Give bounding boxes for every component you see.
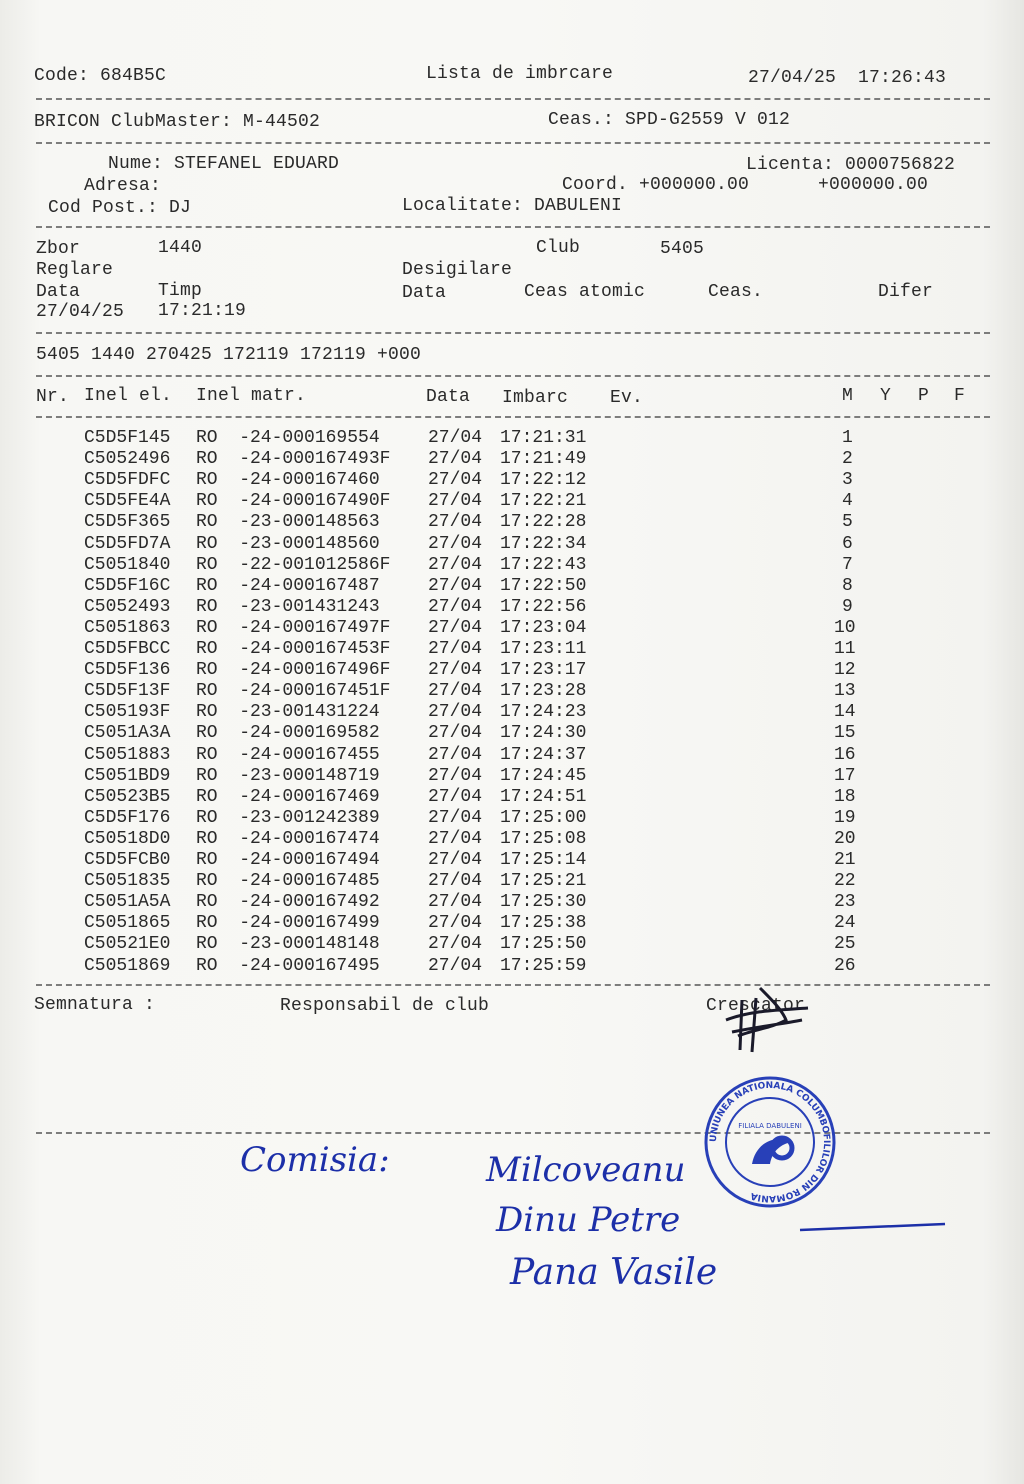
row-date: 27/04: [428, 639, 483, 659]
row-inel-el: C5051865: [84, 913, 171, 934]
row-m: 3: [842, 470, 853, 491]
row-time: 17:25:14: [500, 850, 587, 870]
row-inel-matr: RO -24-000169582: [196, 723, 391, 744]
row-m: 21: [834, 850, 856, 870]
row-inel-el: C5D5F13F: [84, 681, 171, 702]
row-time: 17:25:50: [500, 934, 587, 955]
row-inel-matr: RO -24-000167499: [196, 913, 391, 934]
row-inel-matr: RO -24-000167496F: [196, 660, 391, 681]
row-inel-el: C5D5FBCC: [84, 639, 171, 659]
locality: Localitate: DABULENI: [402, 196, 623, 216]
breeder-signature: [712, 980, 822, 1060]
row-m: 7: [842, 554, 853, 575]
print-datetime: 27/04/25 17:26:43: [748, 68, 947, 88]
row-inel-matr: RO -23-001431224: [196, 702, 391, 723]
row-date: 27/04: [428, 617, 483, 638]
signature-label: Semnatura :: [34, 995, 156, 1015]
row-date: 27/04: [428, 828, 483, 849]
row-time: 17:24:37: [500, 744, 587, 765]
row-time: 17:25:00: [500, 807, 587, 828]
license-number: Licenta: 0000756822: [746, 155, 956, 175]
row-inel-el: C5D5F176: [84, 807, 171, 828]
union-stamp: [700, 1072, 840, 1212]
row-date: 27/04: [428, 596, 483, 617]
data2-label: Data: [402, 283, 447, 303]
row-time: 17:21:49: [500, 449, 587, 470]
row-inel-matr: RO -24-000167474: [196, 828, 391, 849]
row-m: 10: [834, 617, 856, 638]
row-date: 27/04: [428, 871, 483, 892]
row-inel-el: C5D5F136: [84, 660, 171, 681]
row-date: 27/04: [428, 765, 483, 786]
col-m: M: [842, 386, 854, 406]
row-time: 17:22:50: [500, 575, 587, 596]
row-m: 13: [834, 681, 856, 702]
club-label: Club: [536, 238, 581, 258]
row-inel-el: C505193F: [84, 702, 171, 723]
handwritten-member-1: Milcoveanu: [486, 1150, 686, 1190]
row-date: 27/04: [428, 807, 483, 828]
separator: [36, 375, 990, 377]
row-inel-el: C5D5F16C: [84, 575, 171, 596]
reglare-date: 27/04/25: [36, 302, 125, 322]
timp-label: Timp: [158, 281, 203, 301]
row-date: 27/04: [428, 744, 483, 765]
difer-label: Difer: [878, 282, 934, 302]
clock-id: Ceas.: SPD-G2559 V 012: [548, 110, 791, 130]
row-time: 17:23:17: [500, 660, 587, 681]
address-label: Adresa:: [84, 176, 162, 196]
separator: [36, 226, 990, 228]
row-time: 17:23:28: [500, 681, 587, 702]
row-inel-matr: RO -24-000167492: [196, 892, 391, 913]
row-time: 17:22:28: [500, 512, 587, 533]
row-time: 17:22:43: [500, 554, 587, 575]
row-inel-matr: RO -24-000167490F: [196, 491, 391, 512]
row-date: 27/04: [428, 850, 483, 870]
row-m: 4: [842, 491, 853, 512]
col-ev: Ev.: [610, 388, 644, 408]
col-f: F: [954, 386, 966, 406]
zbor-value: 1440: [158, 238, 203, 258]
row-inel-matr: RO -23-000148563: [196, 512, 391, 533]
row-m: 17: [834, 765, 856, 786]
handwritten-member-3: Pana Vasile: [510, 1252, 718, 1293]
row-time: 17:24:30: [500, 723, 587, 744]
club-value: 5405: [660, 239, 705, 259]
row-inel-el: C50518D0: [84, 828, 171, 849]
coordinates-2: +000000.00: [818, 175, 929, 195]
col-imbarc: Imbarc: [502, 388, 569, 408]
signature-stroke: [790, 1210, 950, 1250]
row-inel-matr: RO -23-000148148: [196, 934, 391, 955]
row-inel-matr: RO -24-000167469: [196, 786, 391, 807]
row-date: 27/04: [428, 512, 483, 533]
col-nr: Nr.: [36, 387, 70, 407]
separator: [36, 984, 990, 986]
row-date: 27/04: [428, 428, 483, 448]
club-responsible-label: Responsabil de club: [280, 996, 490, 1016]
col-inel-matr: Inel matr.: [196, 386, 307, 406]
row-time: 17:23:11: [500, 639, 587, 659]
stamp-inner-text: FILIALA DABULENI: [738, 1122, 802, 1130]
ceas-atomic-label: Ceas atomic: [524, 282, 646, 302]
row-time: 17:24:45: [500, 765, 587, 786]
row-inel-matr: RO -24-000167493F: [196, 449, 391, 470]
row-date: 27/04: [428, 449, 483, 470]
col-data: Data: [426, 387, 471, 407]
handwritten-member-2: Dinu Petre: [496, 1200, 681, 1240]
row-m: 16: [834, 744, 856, 765]
row-time: 17:25:08: [500, 828, 587, 849]
row-inel-el: C5051835: [84, 871, 171, 892]
row-inel-matr: RO -22-001012586F: [196, 554, 391, 575]
row-inel-el: C50521E0: [84, 934, 171, 955]
row-inel-matr: RO -23-001242389: [196, 807, 391, 828]
row-date: 27/04: [428, 702, 483, 723]
row-date: 27/04: [428, 533, 483, 554]
coordinates: Coord. +000000.00: [562, 175, 750, 195]
reglare-time: 17:21:19: [158, 301, 247, 321]
row-inel-matr: RO -24-000167485: [196, 871, 391, 892]
row-date: 27/04: [428, 892, 483, 913]
row-inel-matr: RO -24-000167460: [196, 470, 391, 491]
row-m: 2: [842, 449, 853, 470]
row-time: 17:24:23: [500, 702, 587, 723]
row-m: 18: [834, 786, 856, 807]
row-date: 27/04: [428, 955, 483, 976]
row-inel-matr: RO -24-000169554: [196, 428, 391, 448]
row-time: 17:25:30: [500, 892, 587, 913]
reglare-label: Reglare: [36, 260, 114, 280]
row-inel-el: C5D5FCB0: [84, 850, 171, 870]
row-time: 17:25:59: [500, 955, 587, 976]
row-m: 6: [842, 533, 853, 554]
zbor-label: Zbor: [36, 239, 81, 259]
separator: [36, 332, 990, 334]
row-date: 27/04: [428, 470, 483, 491]
data-label: Data: [36, 282, 81, 302]
fancier-name: Nume: STEFANEL EDUARD: [108, 154, 340, 174]
row-inel-matr: RO -24-000167494: [196, 850, 391, 870]
row-inel-el: C5051883: [84, 744, 171, 765]
row-time: 17:21:31: [500, 428, 587, 448]
row-inel-el: C5051863: [84, 617, 171, 638]
row-m: 20: [834, 828, 856, 849]
separator: [36, 416, 990, 418]
row-inel-matr: RO -23-000148719: [196, 765, 391, 786]
row-m: 15: [834, 723, 856, 744]
row-date: 27/04: [428, 786, 483, 807]
row-inel-matr: RO -24-000167495: [196, 955, 391, 976]
code-label: Code: 684B5C: [34, 66, 167, 86]
separator: [36, 1132, 990, 1134]
row-m: 14: [834, 702, 856, 723]
col-p: P: [918, 386, 930, 406]
row-date: 27/04: [428, 554, 483, 575]
row-date: 27/04: [428, 575, 483, 596]
summary-line: 5405 1440 270425 172119 172119 +000: [36, 345, 422, 365]
row-m: 19: [834, 807, 856, 828]
stamp-outer-text: UNIUNEA NATIONALA COLUMBOFILILOR DIN ROMANIA: [708, 1080, 832, 1204]
row-inel-el: C5052496: [84, 449, 171, 470]
row-date: 27/04: [428, 723, 483, 744]
row-time: 17:25:38: [500, 913, 587, 934]
row-time: 17:22:34: [500, 533, 587, 554]
row-inel-matr: RO -24-000167455: [196, 744, 391, 765]
breeder-label: Crescator: [706, 996, 806, 1016]
row-m: 11: [834, 639, 856, 659]
row-inel-el: C5D5F145: [84, 428, 171, 448]
row-m: 22: [834, 871, 856, 892]
row-inel-matr: RO -23-001431243: [196, 596, 391, 617]
row-time: 17:22:56: [500, 596, 587, 617]
document-title: Lista de imbrcare: [426, 64, 614, 84]
separator: [36, 142, 990, 144]
col-inel-el: Inel el.: [84, 386, 173, 406]
row-inel-matr: RO -24-000167453F: [196, 639, 391, 659]
row-date: 27/04: [428, 934, 483, 955]
row-inel-el: C5D5F365: [84, 512, 171, 533]
desigilare-label: Desigilare: [402, 260, 513, 280]
row-m: 9: [842, 596, 853, 617]
row-inel-el: C5051A5A: [84, 892, 171, 913]
row-time: 17:22:21: [500, 491, 587, 512]
row-inel-el: C5051840: [84, 554, 171, 575]
row-time: 17:24:51: [500, 786, 587, 807]
row-inel-el: C5052493: [84, 596, 171, 617]
row-m: 8: [842, 575, 853, 596]
row-inel-el: C5D5FE4A: [84, 491, 171, 512]
row-inel-matr: RO -24-000167487: [196, 575, 391, 596]
row-m: 12: [834, 660, 856, 681]
separator: [36, 98, 990, 100]
row-date: 27/04: [428, 913, 483, 934]
row-inel-matr: RO -24-000167497F: [196, 617, 391, 638]
row-inel-matr: RO -23-000148560: [196, 533, 391, 554]
row-date: 27/04: [428, 491, 483, 512]
row-inel-el: C5051869: [84, 955, 171, 976]
row-m: 23: [834, 892, 856, 913]
ceas-label: Ceas.: [708, 282, 764, 302]
system-id: BRICON ClubMaster: M-44502: [34, 112, 321, 132]
handwritten-comisia: Comisia:: [240, 1140, 390, 1180]
row-m: 5: [842, 512, 853, 533]
row-time: 17:22:12: [500, 470, 587, 491]
row-inel-el: C50523B5: [84, 786, 171, 807]
row-inel-el: C5051A3A: [84, 723, 171, 744]
row-date: 27/04: [428, 660, 483, 681]
col-y: Y: [880, 386, 892, 406]
row-date: 27/04: [428, 681, 483, 702]
row-inel-el: C5D5FD7A: [84, 533, 171, 554]
row-m: 1: [842, 428, 853, 448]
postal-code: Cod Post.: DJ: [48, 198, 192, 218]
row-time: 17:25:21: [500, 871, 587, 892]
row-m: 26: [834, 955, 856, 976]
row-m: 25: [834, 934, 856, 955]
row-inel-el: C5D5FDFC: [84, 470, 171, 491]
row-time: 17:23:04: [500, 617, 587, 638]
row-m: 24: [834, 913, 856, 934]
row-inel-el: C5051BD9: [84, 765, 171, 786]
row-inel-matr: RO -24-000167451F: [196, 681, 391, 702]
